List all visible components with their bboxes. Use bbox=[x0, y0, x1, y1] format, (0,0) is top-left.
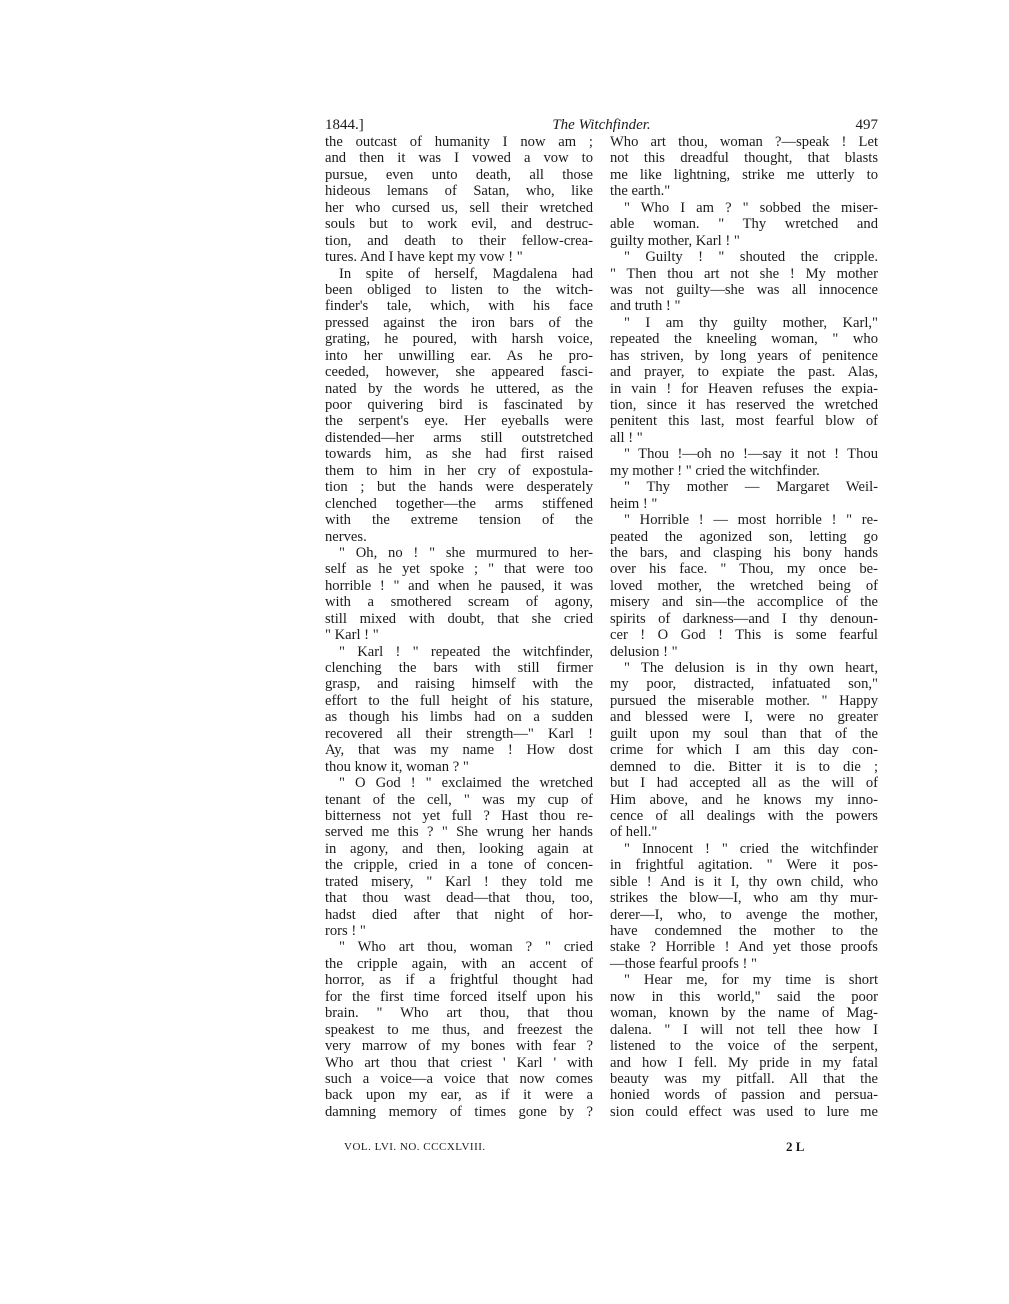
text-line: hideous lemans of Satan, who, like bbox=[325, 183, 593, 200]
text-line: not this dreadful thought, that blasts bbox=[610, 150, 878, 167]
text-line: " Then thou art not she ! My mother bbox=[610, 265, 878, 282]
text-line: for the first time forced itself upon his bbox=[325, 988, 593, 1005]
text-line: " Hear me, for my time is short bbox=[624, 972, 878, 989]
text-line: bitterness not yet full ? Hast thou re- bbox=[325, 807, 593, 824]
text-line: towards him, as she had first raised bbox=[325, 446, 593, 463]
text-line: such a voice—a voice that now comes bbox=[325, 1070, 593, 1087]
text-line: " O God ! " exclaimed the wretched bbox=[339, 775, 593, 792]
text-line: demned to die. Bitter it is to die ; bbox=[610, 758, 878, 775]
text-line: back upon my ear, as if it were a bbox=[325, 1087, 593, 1104]
text-line: grasp, and raising himself with the bbox=[325, 676, 593, 693]
text-line: strikes the blow—I, who am thy mur- bbox=[610, 890, 878, 907]
text-line: spirits of darkness—and I thy denoun- bbox=[610, 610, 878, 627]
text-line: as though his limbs had on a sudden bbox=[325, 709, 593, 726]
text-line: pursue, even unto death, all those bbox=[325, 166, 593, 183]
right-column bbox=[610, 134, 878, 1120]
text-line: crime for which I am this day con- bbox=[610, 742, 878, 759]
text-line: Who art thou that criest ' Karl ' with bbox=[325, 1054, 593, 1071]
text-line: " Karl ! " repeated the witchfinder, bbox=[339, 643, 593, 660]
text-line: grating, he poured, with harsh voice, bbox=[325, 331, 593, 348]
text-line: distended—her arms still outstretched bbox=[325, 429, 593, 446]
text-line: beauty was my pitfall. All that the bbox=[610, 1070, 878, 1087]
text-line: damning memory of times gone by ? bbox=[325, 1103, 593, 1120]
volume-footer: VOL. LVI. NO. CCCXLVIII. bbox=[344, 1141, 486, 1153]
text-line: the cripple, cried in a tone of concen- bbox=[325, 857, 593, 874]
text-line: and how I fell. My pride in my fatal bbox=[610, 1054, 878, 1071]
text-line: delusion ! " bbox=[610, 643, 678, 660]
text-line: been obliged to listen to the witch- bbox=[325, 281, 593, 298]
text-line: nated by the words he uttered, as the bbox=[325, 380, 593, 397]
signature-mark: 2 L bbox=[786, 1139, 805, 1154]
text-line: the serpent's eye. Her eyeballs were bbox=[325, 413, 593, 430]
text-line: over his face. " Thou, my once be- bbox=[610, 561, 878, 578]
left-column bbox=[325, 134, 593, 1120]
text-line: misery and sin—the accomplice of the bbox=[610, 594, 878, 611]
text-line: into her unwilling ear. As he pro- bbox=[325, 347, 593, 364]
text-line: dalena. " I will not tell thee how I bbox=[610, 1021, 878, 1038]
text-line: Him above, and he knows my inno- bbox=[610, 791, 878, 808]
text-line: and then it was I vowed a vow to bbox=[325, 150, 593, 167]
text-line: repeated the kneeling woman, " who bbox=[610, 331, 878, 348]
text-line: guilt upon my soul than that of the bbox=[610, 725, 878, 742]
text-line: and prayer, to expiate the past. Alas, bbox=[610, 364, 878, 381]
text-line: that thou wast dead—that thou, too, bbox=[325, 890, 593, 907]
text-line: of hell." bbox=[610, 824, 658, 841]
text-line: " Oh, no ! " she murmured to her- bbox=[339, 544, 593, 561]
text-line: brain. " Who art thou, that thou bbox=[325, 1005, 593, 1022]
text-line: still mixed with doubt, that she cried bbox=[325, 610, 593, 627]
header-year: 1844.] bbox=[325, 117, 364, 133]
text-line: " Thy mother — Margaret Weil- bbox=[624, 479, 878, 496]
text-line: hadst died after that night of hor- bbox=[325, 906, 593, 923]
text-line: honied words of passion and persua- bbox=[610, 1087, 878, 1104]
text-line: now in this world," said the poor bbox=[610, 988, 878, 1005]
text-line: was not guilty—she was all innocence bbox=[610, 281, 878, 298]
text-line: penitent this last, most fearful blow of bbox=[610, 413, 878, 430]
text-line: clenching the bars with still firmer bbox=[325, 660, 593, 676]
text-line: guilty mother, Karl ! " bbox=[610, 232, 740, 249]
text-line: the earth." bbox=[610, 183, 671, 200]
text-line: Who art thou, woman ?—speak ! Let bbox=[610, 134, 878, 150]
text-line: with a smothered scream of agony, bbox=[325, 594, 593, 611]
text-line: woman, known by the name of Mag- bbox=[610, 1005, 878, 1022]
text-line: " Thou !—oh no !—say it not ! Thou bbox=[624, 446, 878, 463]
text-line: tenant of the cell, " was my cup of bbox=[325, 791, 593, 808]
text-line: the bars, and clasping his bony hands bbox=[610, 544, 878, 561]
text-line: and truth ! " bbox=[610, 298, 681, 315]
text-line: but I had accepted all as the will of bbox=[610, 775, 878, 792]
text-line: " The delusion is in thy own heart, bbox=[624, 660, 878, 676]
text-line: sion could effect was used to lure me bbox=[610, 1103, 878, 1120]
text-line: " Who I am ? " sobbed the miser- bbox=[624, 199, 878, 216]
text-line: horrible ! " and when he paused, it was bbox=[325, 577, 593, 594]
text-line: Ay, that was my name ! How dost bbox=[325, 742, 593, 759]
text-line: souls but to work evil, and destruc- bbox=[325, 216, 593, 233]
text-line: " Guilty ! " shouted the cripple. bbox=[624, 249, 878, 266]
text-line: ceeded, however, she appeared fasci- bbox=[325, 364, 593, 381]
text-line: listened to the voice of the serpent, bbox=[610, 1038, 878, 1055]
text-line: effort to the full height of his stature, bbox=[325, 692, 593, 709]
text-line: have condemned the mother to the bbox=[610, 923, 878, 939]
text-line: tion, since it has reserved the wretched bbox=[610, 397, 878, 413]
text-line: clenched together—the arms stiffened bbox=[325, 495, 593, 512]
text-line: " I am thy guilty mother, Karl," bbox=[624, 314, 878, 331]
text-line: tion ; but the hands were desperately bbox=[325, 479, 593, 496]
text-line: poor quivering bird is fascinated by bbox=[325, 397, 593, 413]
text-line: horror, as if a frightful thought had bbox=[325, 972, 593, 989]
text-line: my poor, distracted, infatuated son," bbox=[610, 676, 878, 693]
text-line: tion, and death to their fellow-crea- bbox=[325, 232, 593, 249]
text-line: them to him in her cry of expostula- bbox=[325, 462, 593, 479]
text-line: my mother ! " cried the witchfinder. bbox=[610, 462, 820, 479]
text-line: served me this ? " She wrung her hands bbox=[325, 824, 593, 841]
text-line: and blessed were I, were no greater bbox=[610, 709, 878, 726]
text-line: " Who art thou, woman ? " cried bbox=[339, 939, 593, 956]
text-line: peated the agonized son, letting go bbox=[610, 528, 878, 545]
text-line: finder's tale, which, with his face bbox=[325, 298, 593, 315]
text-line: all ! " bbox=[610, 429, 643, 446]
text-line: trated misery, " Karl ! they told me bbox=[325, 873, 593, 890]
text-line: in vain ! for Heaven refuses the expia- bbox=[610, 380, 878, 397]
text-line: speakest to me thus, and freezest the bbox=[325, 1021, 593, 1038]
text-line: her who cursed us, sell their wretched bbox=[325, 199, 593, 216]
text-line: very marrow of my bones with fear ? bbox=[325, 1038, 593, 1055]
text-line: In spite of herself, Magdalena had bbox=[339, 265, 593, 282]
text-line: tures. And I have kept my vow ! " bbox=[325, 249, 523, 266]
text-line: stake ? Horrible ! And yet those proofs bbox=[610, 939, 878, 956]
text-line: rors ! " bbox=[325, 923, 366, 939]
text-line: in frightful agitation. " Were it pos- bbox=[610, 857, 878, 874]
header-title: The Witchfinder. bbox=[552, 117, 651, 133]
text-line: with the extreme tension of the bbox=[325, 512, 593, 529]
text-line: derer—I, who, to avenge the mother, bbox=[610, 906, 878, 923]
text-line: pursued the miserable mother. " Happy bbox=[610, 692, 878, 709]
text-line: has striven, by long years of penitence bbox=[610, 347, 878, 364]
text-line: cence of all dealings with the powers bbox=[610, 807, 878, 824]
text-line: the cripple again, with an accent of bbox=[325, 955, 593, 972]
text-line: the outcast of humanity I now am ; bbox=[325, 134, 593, 150]
text-line: in agony, and then, looking again at bbox=[325, 840, 593, 857]
text-line: me like lightning, strike me utterly to bbox=[610, 166, 878, 183]
text-line: cer ! O God ! This is some fearful bbox=[610, 627, 878, 644]
text-line: self as he yet spoke ; " that were too bbox=[325, 561, 593, 578]
text-line: loved mother, the wretched being of bbox=[610, 577, 878, 594]
text-line: nerves. bbox=[325, 528, 367, 545]
text-line: " Karl ! " bbox=[325, 627, 379, 644]
text-line: recovered all their strength—" Karl ! bbox=[325, 725, 593, 742]
page-number: 497 bbox=[855, 117, 878, 133]
text-line: pressed against the iron bars of the bbox=[325, 314, 593, 331]
text-line: sible ! And is it I, thy own child, who bbox=[610, 873, 878, 890]
text-line: " Horrible ! — most horrible ! " re- bbox=[624, 512, 878, 529]
text-line: heim ! " bbox=[610, 495, 658, 512]
text-line: —those fearful proofs ! " bbox=[610, 955, 757, 972]
text-line: " Innocent ! " cried the witchfinder bbox=[624, 840, 878, 857]
text-line: thou know it, woman ? " bbox=[325, 758, 469, 775]
text-line: able woman. " Thy wretched and bbox=[610, 216, 878, 233]
